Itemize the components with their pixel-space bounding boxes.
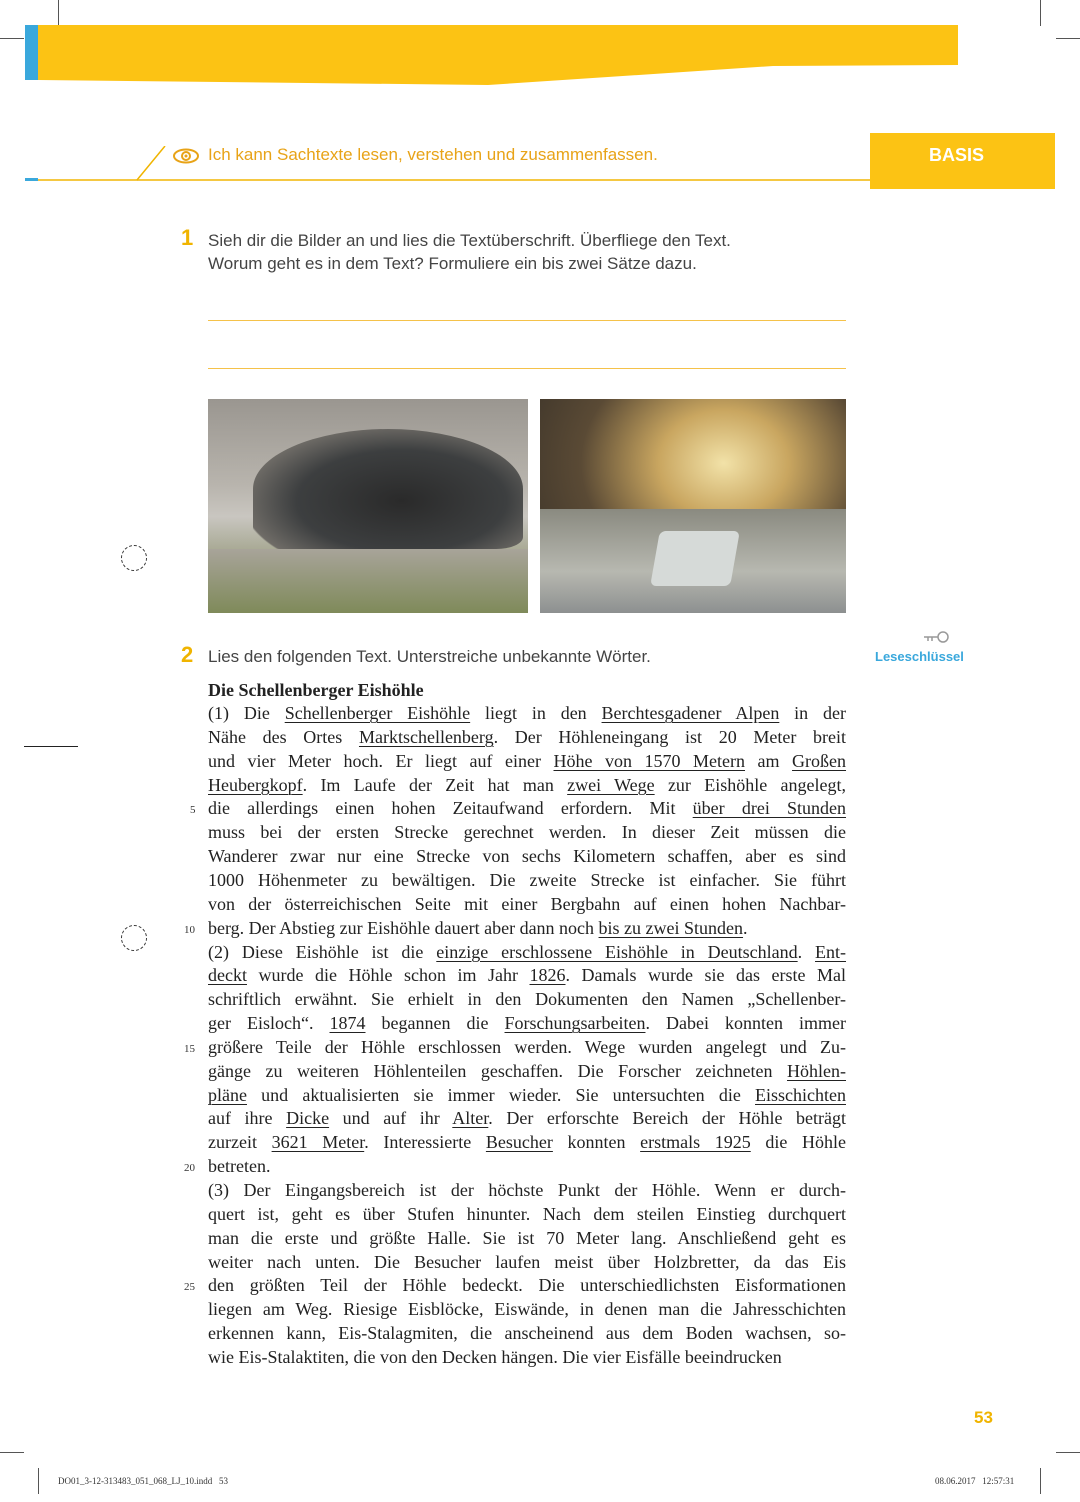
header-banner	[38, 25, 958, 85]
crop-mark	[1040, 0, 1041, 26]
article-line	[208, 1204, 846, 1225]
underlined-term: Eisschichten	[755, 1084, 846, 1105]
print-file-info: DO01_3-12-313483_051_068_LJ_10.indd 53	[58, 1476, 228, 1486]
article-line	[208, 1156, 846, 1177]
text-segment: Nähe des Ortes	[208, 726, 359, 747]
article-line	[208, 1252, 846, 1273]
line-number: 5	[190, 804, 196, 817]
text-segment: erkennen kann, Eis-Stalagmiten, die anscheinend aus dem Boden wachsen, so-	[208, 1323, 846, 1344]
article-line	[208, 1180, 846, 1201]
print-timestamp: 08.06.2017 12:57:31	[935, 1476, 1015, 1486]
text-segment: die allerdings einen hohen Zeitaufwand erfordern. Mit	[208, 798, 693, 819]
text-segment: zurzeit	[208, 1132, 272, 1153]
text-segment: wurde die Höhle schon im Jahr	[246, 965, 530, 986]
line-number: 15	[184, 1042, 195, 1055]
cave-interior-photo	[540, 399, 846, 613]
text-segment: in der	[779, 703, 847, 723]
text-segment: die Höhle	[750, 1132, 846, 1153]
underlined-term: Heubergkopf	[208, 774, 303, 795]
text-segment: konnten	[552, 1132, 641, 1153]
article-line	[208, 894, 846, 915]
underlined-term: 1826	[529, 965, 566, 986]
text-segment: berg. Der Abstieg zur Eishöhle dauert aber dann noch	[208, 917, 599, 938]
dashed-circle-marker	[121, 545, 147, 571]
learning-objective: Ich kann Sachtexte lesen, verstehen und zusammenfassen.	[208, 145, 658, 164]
article-line	[208, 846, 846, 867]
crop-mark	[1056, 1452, 1080, 1453]
text-segment: (1) Die	[208, 703, 285, 723]
text-segment: quert ist, geht es über Stufen hinunter. Nach dem steilen Einstieg durchquert	[208, 1203, 846, 1224]
article-line	[208, 1132, 846, 1153]
text-segment: (3) Der Eingangsbereich ist der höchste Punkt der Höhle. Wenn er durch-	[208, 1180, 846, 1200]
text-segment: auf ihre	[208, 1108, 287, 1129]
text-segment: den größten Teil der Höhle bedeckt. Die unterschiedlichsten Eisformationen	[208, 1275, 846, 1296]
text-segment: 1000 Höhenmeter zu bewältigen. Die zweite Strecke ist einfacher. Sie führt	[208, 869, 846, 890]
underlined-term: erstmals 1925	[640, 1132, 751, 1153]
line-number: 20	[184, 1162, 195, 1175]
level-badge	[870, 133, 1055, 189]
underlined-term: pläne	[208, 1084, 247, 1105]
task-number: 1	[181, 225, 194, 250]
underlined-term: Besucher	[485, 1132, 553, 1153]
underlined-term: Alter	[452, 1108, 489, 1129]
underlined-term: 1874	[329, 1013, 366, 1034]
text-segment: . Damals wurde sie das erste Mal	[565, 965, 846, 986]
underlined-term: über drei Stunden	[692, 798, 847, 819]
underlined-term: Forschungsarbeiten	[504, 1013, 646, 1034]
crop-mark	[0, 38, 24, 39]
article-line	[208, 1275, 846, 1296]
text-segment: zur Eishöhle angelegt,	[654, 774, 846, 795]
crop-mark	[1040, 1468, 1041, 1494]
crop-mark	[38, 1468, 39, 1494]
underlined-term: Berchtesgadener Alpen	[601, 703, 780, 723]
crop-mark	[0, 1452, 24, 1453]
level-badge-label: BASIS	[928, 145, 984, 165]
page-number: 53	[974, 1408, 993, 1427]
answer-line[interactable]	[208, 368, 846, 369]
margin-rule	[24, 746, 78, 747]
underlined-term: bis zu zwei Stunden	[598, 917, 744, 938]
article-line	[208, 1323, 846, 1344]
text-segment: und auf ihr	[329, 1108, 453, 1129]
slash-divider	[135, 146, 167, 182]
article-line	[208, 870, 846, 891]
dashed-circle-marker	[121, 925, 147, 951]
underlined-term: 3621 Meter	[271, 1132, 365, 1153]
underlined-term: zwei Wege	[567, 774, 655, 795]
underlined-term: Ent-	[815, 941, 847, 962]
text-segment: muss bei der ersten Strecke gerechnet werden. In dieser Zeit müssen die	[208, 822, 846, 843]
text-segment: . Der erforschte Bereich der Höhle beträgt	[488, 1108, 846, 1129]
article-line	[208, 965, 846, 986]
text-segment: . Der Höhleneingang ist 20 Meter breit	[493, 726, 847, 747]
article-title: Die Schellenberger Eishöhle	[208, 680, 424, 700]
article-line	[208, 1013, 846, 1034]
underlined-term: Marktschellenberg	[358, 726, 494, 747]
text-segment: . Interessierte	[364, 1132, 486, 1153]
task-number: 2	[181, 642, 194, 667]
text-segment: .	[797, 941, 816, 962]
article-line	[208, 1061, 846, 1082]
text-segment: liegen am Weg. Riesige Eisblöcke, Eiswände, in denen man die Jahresschichten	[208, 1299, 846, 1320]
text-segment: (2) Diese Eishöhle ist die	[208, 941, 437, 962]
blue-rule	[25, 178, 38, 181]
article-line	[208, 1085, 846, 1106]
article-line	[208, 1228, 846, 1249]
article-line	[208, 989, 846, 1010]
text-segment: betreten.	[208, 1156, 271, 1177]
text-segment: und aktualisierten sie immer wieder. Sie untersuchten die	[246, 1084, 756, 1105]
text-segment: schriftlich erwähnt. Sie erhielt in den Dokumenten den Namen „Schellenber-	[208, 989, 846, 1010]
underlined-term: Schellenberger Eishöhle	[284, 703, 471, 723]
text-segment: weiter nach unten. Die Besucher laufen meist über Holzbretter, da das Eis	[208, 1251, 846, 1272]
underlined-term: Höhe von 1570 Metern	[553, 750, 746, 771]
line-number: 25	[184, 1281, 195, 1294]
underlined-term: Großen	[792, 750, 847, 771]
text-segment: größere Teile der Höhle erschlossen werden. Wege wurden angelegt und Zu-	[208, 1036, 846, 1057]
article-line	[208, 1299, 846, 1320]
instruction-line: Sieh dir die Bilder an und lies die Textüberschrift. Überfliege den Text.	[208, 231, 731, 250]
text-segment: wie Eis-Stalaktiten, die von den Decken hängen. Die vier Eisfälle beeindrucken	[208, 1346, 782, 1367]
article-line	[208, 751, 846, 772]
text-segment: gänge zu weiteren Höhlenteilen geschaffen. Die Forscher zeichneten	[208, 1060, 788, 1081]
text-segment: von der österreichischen Seite mit einer Bergbahn auf einen hohen Nachbar-	[208, 893, 846, 914]
underlined-term: einzige erschlossene Eishöhle in Deutschland	[436, 941, 798, 962]
reading-key-link[interactable]: Leseschlüssel	[875, 649, 964, 664]
text-segment: . Im Laufe der Zeit hat man	[302, 774, 568, 795]
article-line	[208, 798, 846, 819]
text-segment: liegt in den	[470, 703, 602, 723]
underlined-term: Dicke	[286, 1108, 330, 1129]
instruction-line: Worum geht es in dem Text? Formuliere ein bis zwei Sätze dazu.	[208, 254, 697, 273]
article-line	[208, 942, 846, 963]
text-segment: und vier Meter hoch. Er liegt auf einer	[208, 750, 554, 771]
underlined-term: Höhlen-	[787, 1060, 846, 1081]
crop-mark	[1056, 38, 1080, 39]
text-segment: ger Eisloch“.	[208, 1013, 330, 1034]
article-line	[208, 1037, 846, 1058]
underlined-term: deckt	[208, 965, 247, 986]
text-segment: am	[745, 750, 793, 771]
key-icon	[922, 630, 950, 644]
task-instruction: Lies den folgenden Text. Unterstreiche unbekannte Wörter.	[208, 647, 651, 666]
crop-mark	[58, 0, 59, 26]
article-line	[208, 775, 846, 796]
text-segment: .	[743, 917, 748, 938]
task-instruction	[208, 229, 731, 275]
cave-entrance-photo	[208, 399, 528, 613]
article-line	[208, 703, 846, 724]
article-line	[208, 1108, 846, 1129]
article-line	[208, 1347, 846, 1368]
answer-line[interactable]	[208, 320, 846, 321]
blue-edge-tab	[25, 25, 38, 80]
text-segment: begannen die	[365, 1013, 505, 1034]
article-line	[208, 727, 846, 748]
text-segment: Wanderer zwar nur eine Strecke von sechs Kilometern schaffen, aber es sind	[208, 846, 846, 867]
text-segment: man die erste und größte Halle. Sie ist 70 Meter lang. Anschließend geht es	[208, 1227, 846, 1248]
text-segment: . Dabei konnten immer	[645, 1013, 846, 1034]
article-line	[208, 918, 846, 939]
line-number: 10	[184, 923, 195, 936]
article-line	[208, 822, 846, 843]
eye-icon	[172, 147, 200, 165]
